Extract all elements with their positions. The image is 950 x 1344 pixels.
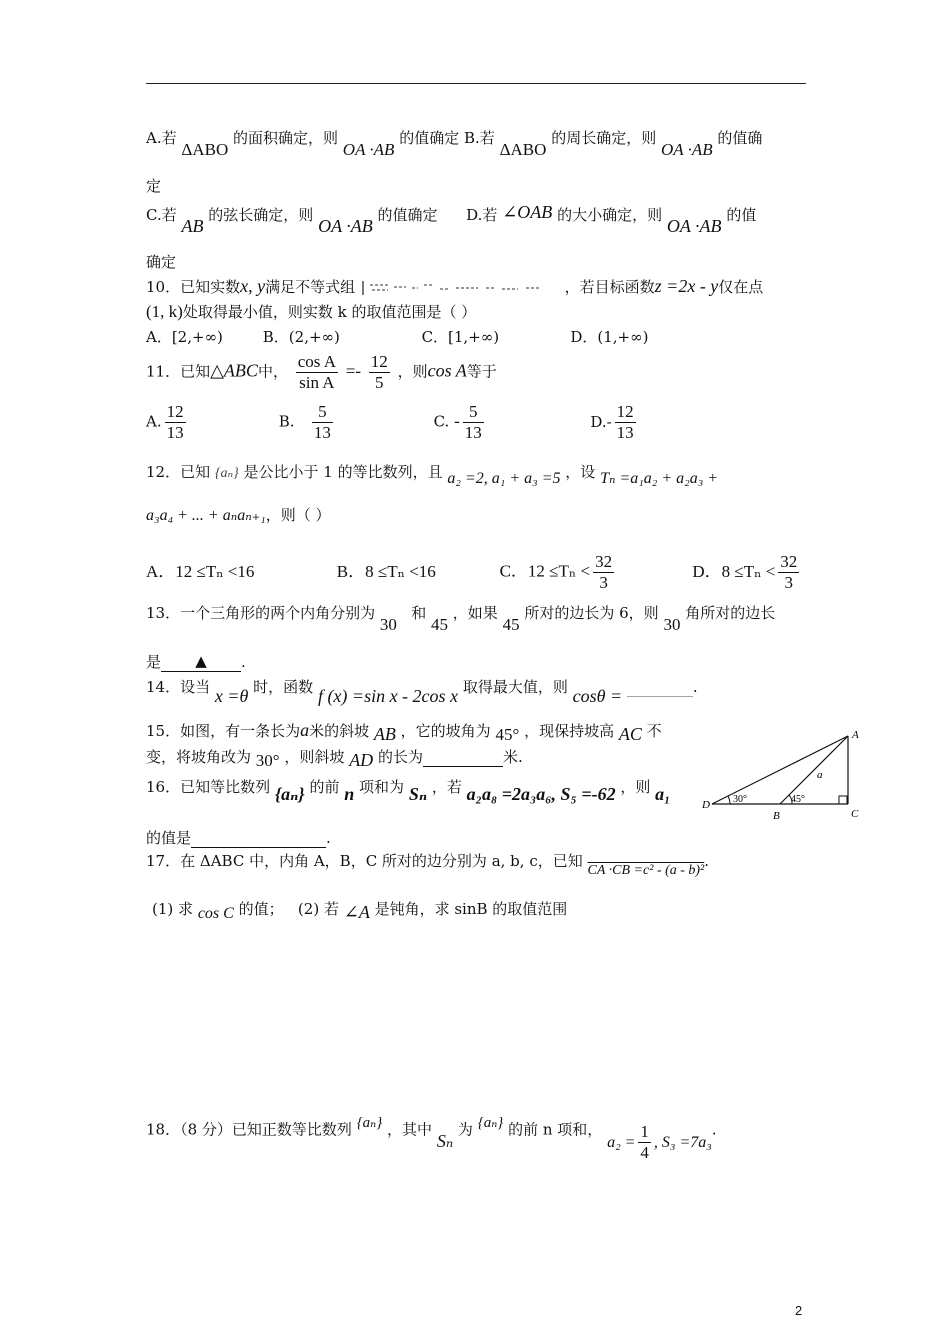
q11-option-a: A. $\frac{12}{13}$ (146, 402, 184, 442)
q12-option-b: B．8 ≤Tₙ <16 (336, 561, 436, 581)
q10-option-b: B．(2,+∞) (262, 328, 340, 346)
q11-cos-over-sin: $\frac{\text{cos A}}{\text{sin A}}$ (297, 352, 336, 392)
q11-stem: 11．已知△ABC中， $\frac{\text{cos A}}{\text{sin A}}$ =- $\frac{12}{5}$ ，则cos A等于 (146, 352, 497, 392)
q10-stem: 10．已知实数x, y满足不等式组 ，若目标函数z =2x - y仅在点 (146, 276, 764, 296)
figure-label-a: A (852, 729, 859, 741)
q15-stem-2: 变，将坡角改为 30° ，则斜坡 AD 的长为 米. (146, 748, 523, 770)
q17-subparts: (1) 求 cos C 的值； (2) 若 ∠A 是钝角，求 sinB 的取值范围 (152, 900, 568, 922)
figure-label-45: 45° (791, 794, 805, 805)
q16-answer: 的值是 . (146, 829, 331, 847)
q12-stem: 12．已知 {aₙ} 是公比小于 1 的等比数列，且 a₂ =2, a₁ + a₃ =5 ，设 Tₙ =a₁a₂ + a₂a₃ + (146, 463, 719, 487)
q9-wrap-d: 确定 (146, 253, 177, 271)
figure-label-b: B (773, 810, 780, 822)
q16-stem: 16．已知等比数列 {aₙ} 的前 n 项和为 Sₙ ，若 a₂a₈ =2a₃a₆, S₅ =-62 ，则 a₁ (146, 778, 671, 804)
q12-stem-2: a₃a₄ + ... + aₙaₙ₊₁，则（ ） (146, 506, 331, 524)
figure-label-d: D (702, 799, 710, 811)
q17-stem: 17．在 ΔABC 中，内角 A，B，C 所对的边分别为 a, b, c，已知 CA ·CB =c² - (a - b)². (146, 852, 710, 878)
q11-ratio: $\frac{12}{5}$ (370, 352, 388, 392)
q9-line-ab: A.若 ΔABO 的面积确定，则 OA ·AB 的值确定 B.若 ΔABO 的周长确定，则 OA ·AB 的值确 (146, 129, 763, 159)
inequality-system-image (360, 279, 560, 297)
figure-label-30: 30° (733, 794, 747, 805)
q9-line-cd: C.若 AB 的弦长确定，则 OA ·AB 的值确定 D.若 ∠OAB 的大小确定，则 OA ·AB 的值 (146, 202, 757, 236)
q13-answer: 是 ▲ . (146, 652, 246, 671)
q11-option-c: C. - $\frac{5}{13}$ (433, 402, 482, 442)
q12-options (146, 552, 802, 593)
q13-stem: 13．一个三角形的两个内角分别为 30 和 45 ，如果 45 所对的边长为 6，则 30 角所对的边长 (146, 604, 776, 634)
figure-label-c: C (851, 808, 859, 820)
q10-option-d: D．(1,+∞) (570, 328, 649, 346)
q11-option-d: D.- $\frac{12}{13}$ (590, 402, 634, 442)
q11-option-b: B. $\frac{5}{13}$ (278, 402, 331, 442)
q10-option-c: C．[1,+∞) (421, 328, 500, 346)
q18-stem: 18．（8 分）已知正数等比数列 {aₙ} ，其中 Sₙ 为 {aₙ} 的前 n 项和， a₂ = $\frac{1}{4}$ , S₃ =7a₃. (146, 1114, 717, 1162)
q10-options (146, 327, 648, 347)
slope-triangle-figure (700, 726, 865, 822)
q12-option-c: C．12 ≤Tₙ < $\frac{32}{3}$ (499, 552, 613, 592)
answer-blank-triangle: ▲ (195, 652, 207, 670)
page-number: 2 (795, 1303, 803, 1318)
q10-option-a: A．[2,+∞) (146, 328, 223, 346)
q12-option-a: A．12 ≤Tₙ <16 (146, 561, 255, 581)
figure-angle-arc-d (728, 796, 730, 804)
figure-label-side-a: a (817, 769, 823, 781)
q12-option-d: D．8 ≤Tₙ < $\frac{32}{3}$ (692, 552, 798, 592)
q14-stem: 14．设当 x =θ 时，函数 f (x) =sin x - 2cos x 取得最大值，则 cosθ = . (146, 678, 698, 706)
q15-stem: 15．如图，有一条长为a米的斜坡 AB ，它的坡角为 45° ，现保持坡高 AC 不 (146, 720, 662, 744)
q9-wrap-b: 定 (146, 177, 162, 195)
header-rule (146, 83, 806, 84)
q11-options (146, 402, 639, 443)
q10-stem-2: (1, k)处取得最小值，则实数 k 的取值范围是（ ） (146, 302, 477, 321)
figure-right-angle-mark (839, 796, 847, 804)
